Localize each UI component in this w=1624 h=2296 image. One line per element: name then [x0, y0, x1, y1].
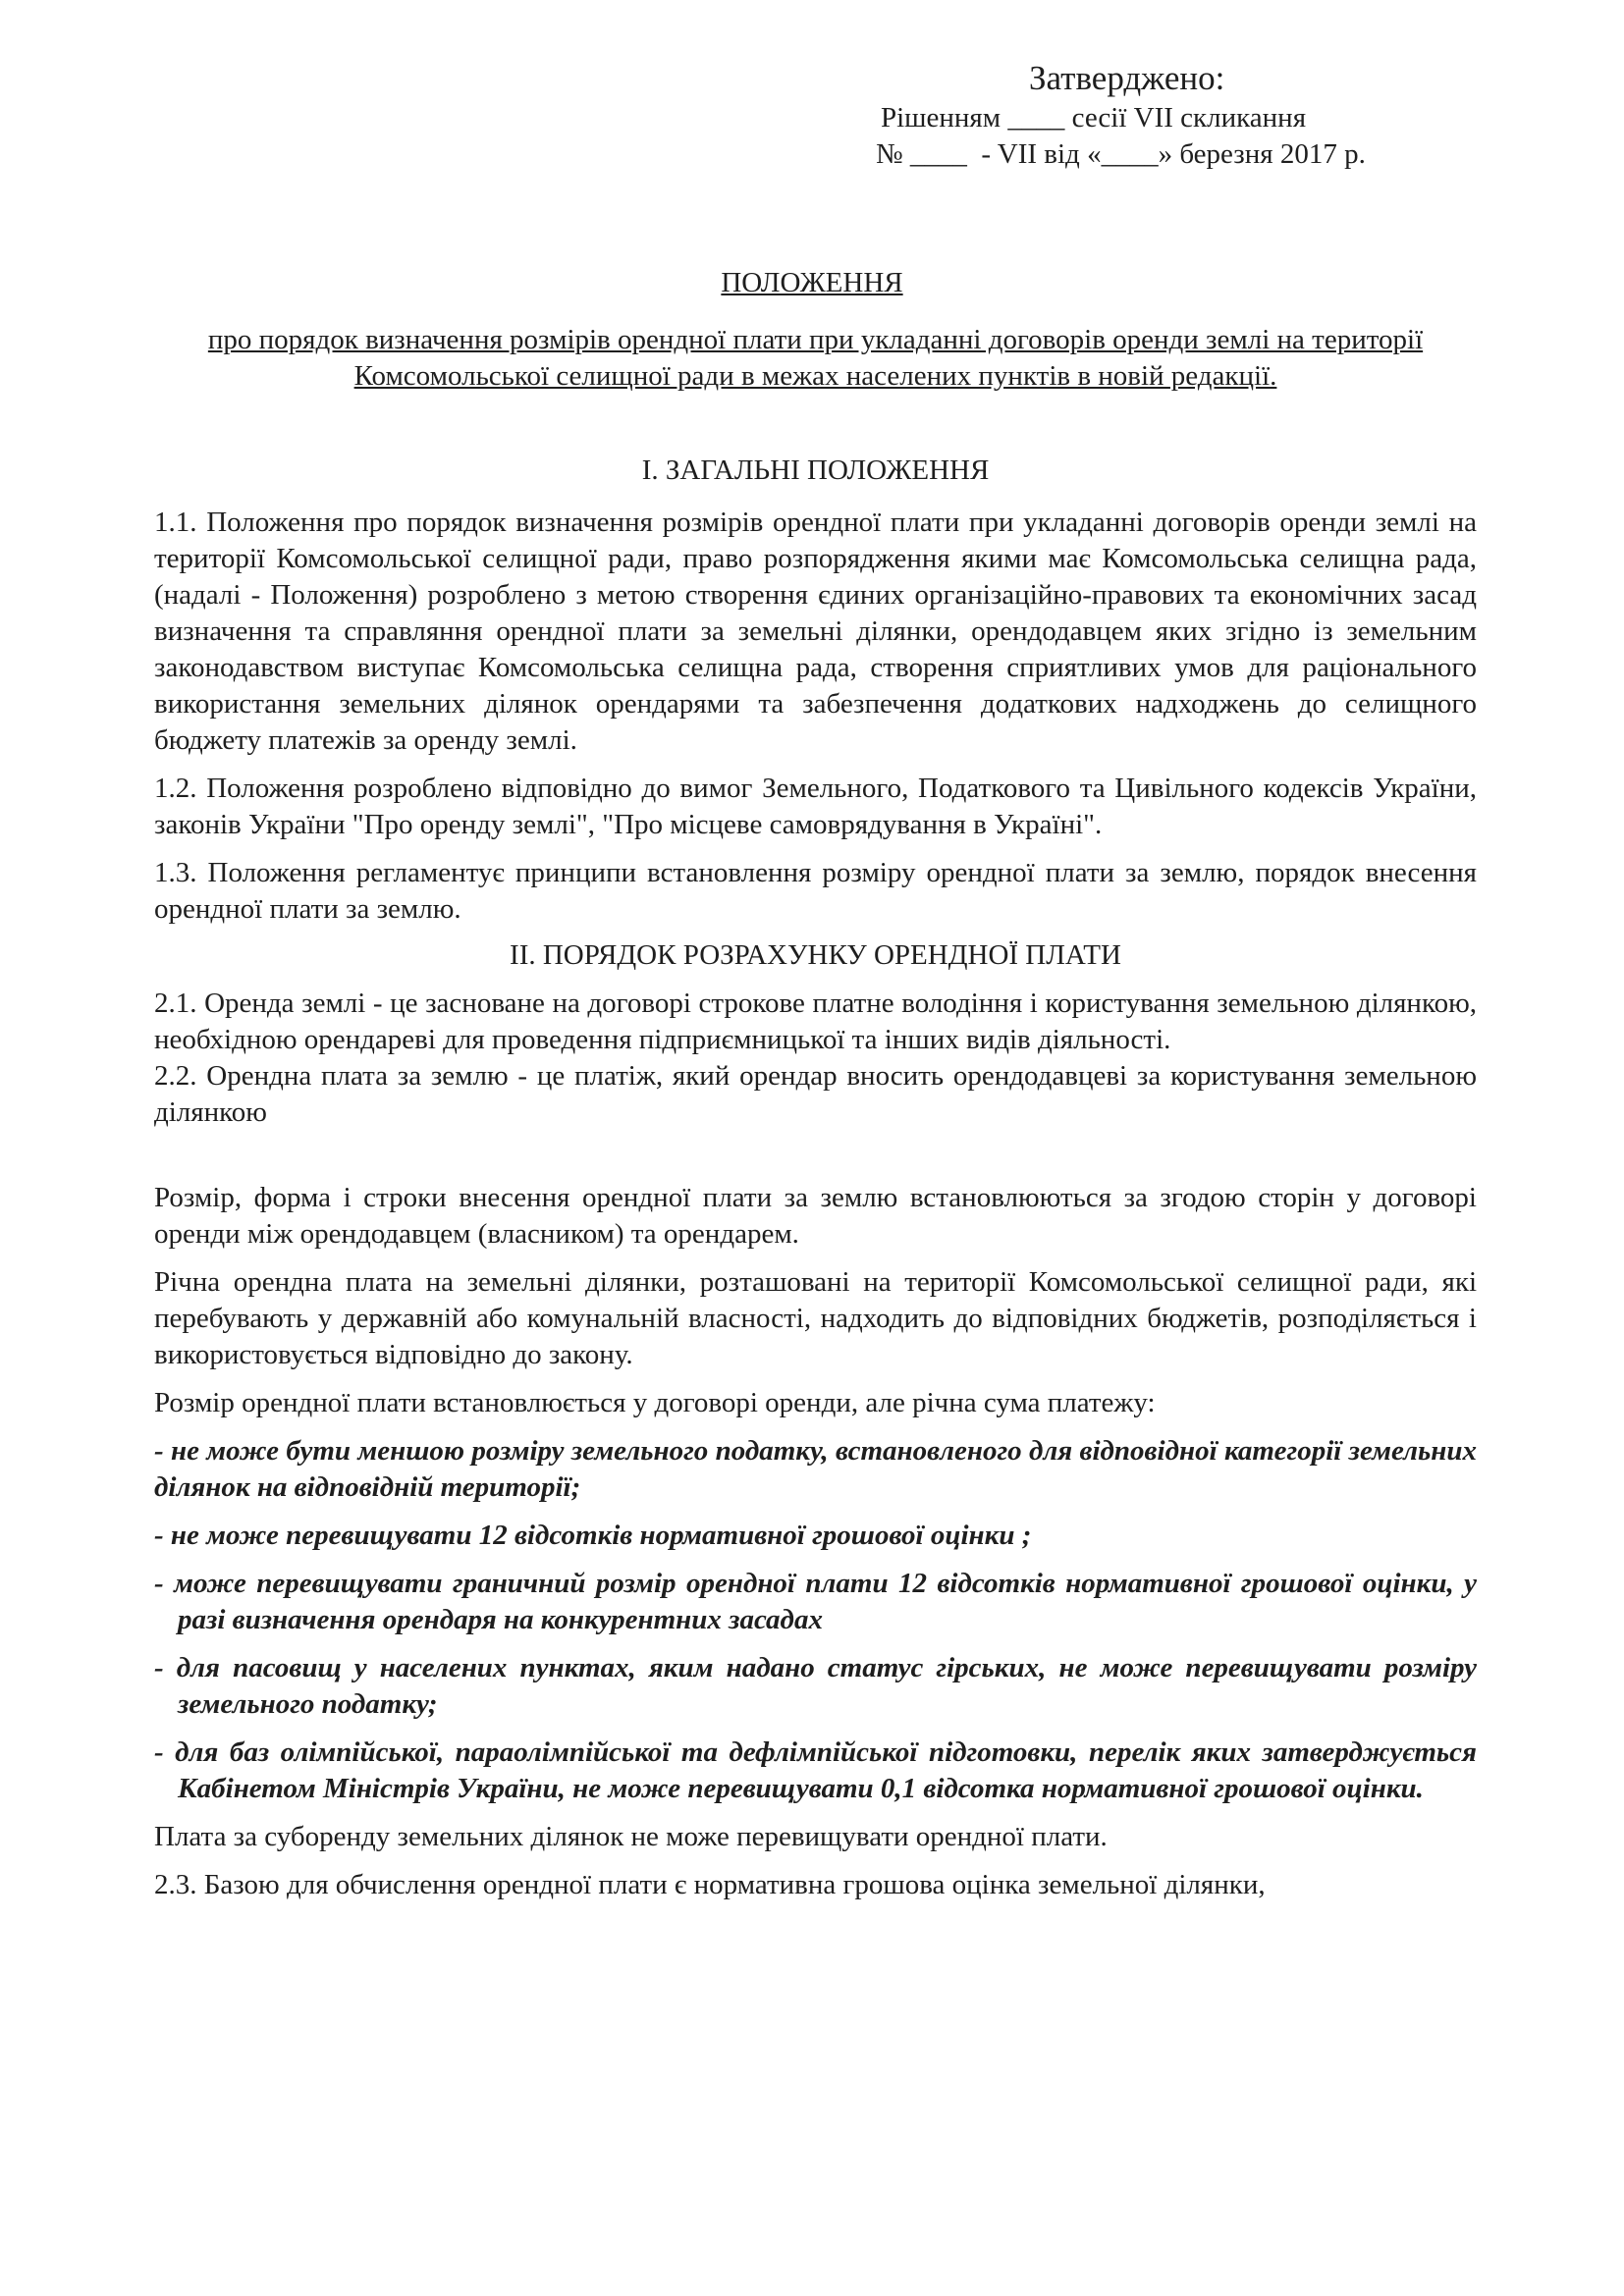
- paragraph-rent-limits-intro: Розмір орендної плати встановлюється у договорі оренди, але річна сума платежу:: [154, 1387, 1156, 1418]
- paragraph-annual-rent: Річна орендна плата на земельні ділянки, розташовані на території Комсомольської селищної ради, які перебувають у державній або комунальній власності, надходить до відповідних бюджетів, розподіляється і використовується відповідно до закону.: [154, 1266, 1477, 1370]
- section-2-heading: ІІ. ПОРЯДОК РОЗРАХУНКУ ОРЕНДНОЇ ПЛАТИ: [510, 939, 1121, 971]
- paragraph-1-2: 1.2. Положення розроблено відповідно до вимог Земельного, Податкового та Цивільного кодексів України, законів України "Про оренду землі", "Про місцеве самоврядування в Україні".: [154, 773, 1477, 840]
- approval-title: Затверджено:: [1029, 59, 1225, 97]
- rent-limit-item: - не може перевищувати 12 відсотків нормативної грошової оцінки ;: [154, 1520, 1032, 1551]
- approval-stamp-block: [876, 57, 1485, 173]
- paragraph-1-1: 1.1. Положення про порядок визначення розмірів орендної плати при укладанні договорів оренди землі на території Комсомольської селищної ради, право розпорядження якими має Комсомольська селищна рада, (надалі - Положення) розроблено з метою створення єдиних організаційно-правових та економічних засад визначення та справляння орендної плати за земельні ділянки, орендодавцем яких згідно із земельним законодавством виступає Комсомольська селищна рада, створення сприятливих умов для раціонального використання земельних ділянок орендарями та забезпечення додаткових надходжень до селищного бюджету платежів за оренду землі.: [154, 507, 1477, 756]
- paragraph-2-2: 2.2. Орендна плата за землю - це платіж, який орендар вносить орендодавцеві за користування земельною ділянкою: [154, 1060, 1477, 1128]
- approval-number-line: № ____ - VII від «____» березня 2017 р.: [876, 138, 1366, 170]
- paragraph-2-3: 2.3. Базою для обчислення орендної плати є нормативна грошова оцінка земельної ділянки,: [154, 1869, 1266, 1900]
- paragraph-1-3: 1.3. Положення регламентує принципи встановлення розміру орендної плати за землю, порядок внесення орендної плати за землю.: [154, 857, 1477, 925]
- paragraph-rent-terms: Розмір, форма і строки внесення орендної плати за землю встановлюються за згодою сторін у договорі оренди між орендодавцем (власником) та орендарем.: [154, 1182, 1477, 1250]
- rent-limit-item: - може перевищувати граничний розмір орендної плати 12 відсотків нормативної грошової оцінки, у разі визначення орендаря на конкурентних засадах: [154, 1568, 1477, 1635]
- document-body: [154, 453, 1477, 1903]
- paragraph-sublease: Плата за суборенду земельних ділянок не може перевищувати орендної плати.: [154, 1821, 1108, 1852]
- rent-limit-item: - не може бути меншою розміру земельного податку, встановленого для відповідної категорії земельних ділянок на відповідній території;: [154, 1435, 1477, 1503]
- approval-decision-line: Рішенням ____ сесії VII скликання: [881, 102, 1307, 133]
- paragraph-2-1: 2.1. Оренда землі - це засноване на договорі строкове платне володіння і користування земельною ділянкою, необхідною орендареві для проведення підприємницької та інших видів діяльності.: [154, 988, 1477, 1055]
- document-title: ПОЛОЖЕННЯ: [721, 267, 903, 298]
- rent-limit-item: - для пасовищ у населених пунктах, яким надано статус гірських, не може перевищувати розміру земельного податку;: [154, 1652, 1477, 1720]
- rent-limit-item: - для баз олімпійської, параолімпійської та дефлімпійської підготовки, перелік яких затверджується Кабінетом Міністрів України, не може перевищувати 0,1 відсотка нормативної грошової оцінки.: [154, 1736, 1477, 1804]
- section-1-heading: І. ЗАГАЛЬНІ ПОЛОЖЕННЯ: [641, 454, 990, 486]
- document-subtitle: про порядок визначення розмірів орендної плати при укладанні договорів оренди землі на території Комсомольської селищної ради в межах населених пунктів в новій редакції.: [207, 324, 1424, 392]
